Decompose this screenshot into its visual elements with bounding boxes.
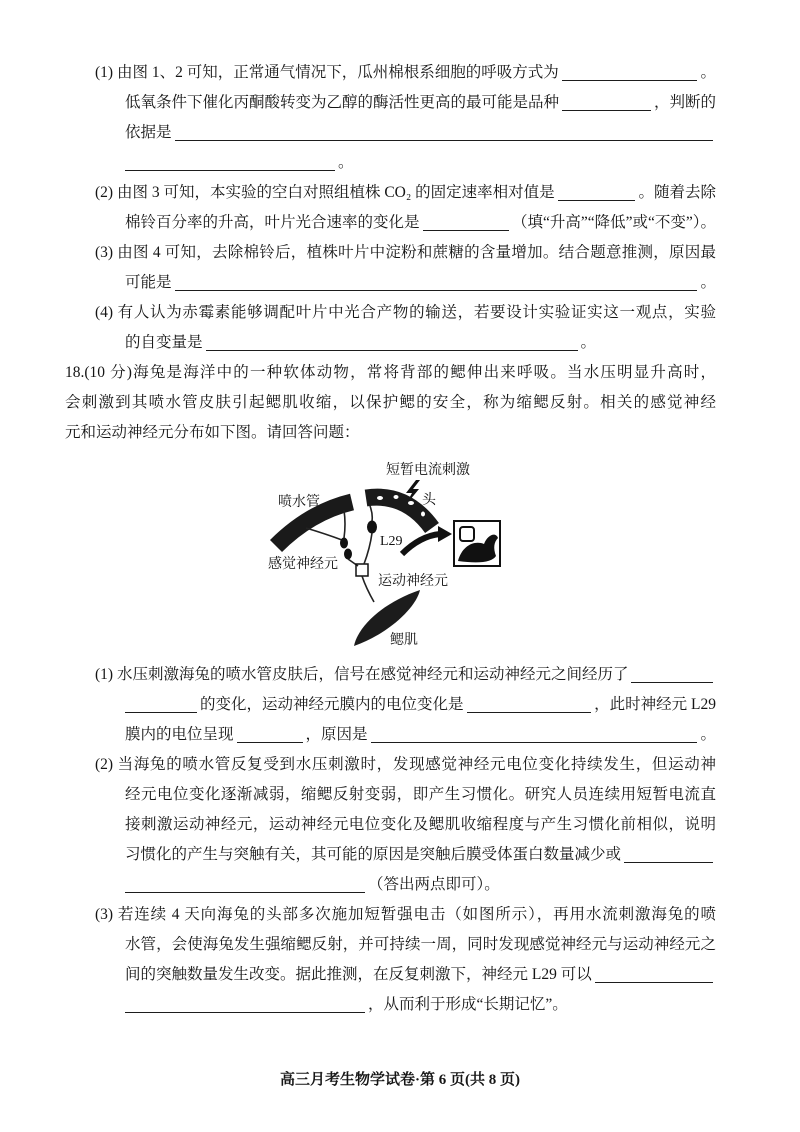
answer-blank [624,862,713,863]
answer-blank [175,290,698,291]
l29-neuron-body [367,521,377,534]
answer-blank [558,200,636,201]
question-text: 可能是 [125,274,172,291]
question-text: 的自变量是 [125,334,203,351]
sensory-neuron-label: 感觉神经元 [268,557,338,572]
question-text: (1) 水压刺激海兔的喷水管皮肤后，信号在感觉神经元和运动神经元之间经历了 [95,666,629,683]
l29-label: L29 [380,534,403,549]
q17-part1-line4 [125,148,716,178]
question-text: 。 [700,726,716,743]
answer-blank [237,742,303,743]
question-text: 。 [700,274,716,291]
q18-part1-line2 [125,690,716,720]
q18-part3-line1: (3) 若连续 4 天向海兔的头部多次施加短暂强电击（如图所示），再用水流刺激海兔的喷 [95,906,716,923]
skin-speck [421,512,425,517]
l29-nerve [370,506,372,521]
siphon-label: 喷水管 [278,495,320,510]
page-footer: 高三月考生物学试卷·第 6 页(共 8 页) [280,1072,520,1088]
exam-page-content [0,58,800,1020]
question-text: ，此时神经元 L29 [594,696,716,713]
question-text: 。 [700,64,716,81]
skin-speck [394,495,399,499]
q17-part1-line2 [125,88,716,118]
answer-blank [371,742,698,743]
q17-part1-line1 [95,58,716,88]
question-text: 膜内的电位呈现 [125,726,234,743]
skin-speck [408,501,414,505]
q18-part2-line5 [125,870,716,900]
question-text: 低氧条件下催化丙酮酸转变为乙醇的酶活性更高的最可能是品种 [125,94,560,111]
question-text: 习惯化的产生与突触有关，其可能的原因是突触后膜受体蛋白数量减少或 [125,846,622,863]
q17-part2-line1 [95,178,716,208]
q18-part3-line2: 水管，会使海兔发生强缩鳃反射，并可持续一周，同时发现感觉神经元与运动神经元之 [125,936,716,953]
q17-part3-line1: (3) 由图 4 可知，去除棉铃后，植株叶片中淀粉和蔗糖的含量增加。结合题意推测，原因最 [95,244,716,261]
sea-hare-gill-icon [460,527,474,541]
question-text: 棉铃百分率的升高，叶片光合速率的变化是 [125,214,420,231]
arrow-head-icon [438,526,452,542]
q18-figure [0,448,800,660]
stimulus-label: 短暂电流刺激 [386,463,470,478]
question-text: ，判断的 [653,94,716,111]
answer-blank [595,982,713,983]
question-text: 的变化，运动神经元膜内的电位变化是 [200,696,464,713]
gill-muscle-label: 鳃肌 [390,633,418,648]
answer-blank [175,140,713,141]
q17-part3-line2 [125,268,716,298]
q18-stem-line1: 18.(10 分)海兔是海洋中的一种软体动物，常将背部的鳃伸出来呼吸。当水压明显升高时， [65,364,716,381]
answer-blank [631,682,713,683]
q17-part1-line3 [125,118,716,148]
question-text: 。 [580,334,597,351]
question-text: (1) 由图 1、2 可知，正常通气情况下，瓜州棉根系细胞的呼吸方式为 [95,64,559,81]
q18-part1-line1 [95,660,716,690]
answer-blank [562,80,698,81]
head-label: 头 [422,493,436,508]
q18-part2-line2: 经元电位变化逐渐减弱，缩鳃反射变弱，即产生习惯化。研究人员连续用短暂电流直 [125,786,716,803]
sensory-nerve-branch [306,528,342,540]
answer-blank [125,170,335,171]
answer-blank [125,892,365,893]
q17-part4-line2 [125,328,716,358]
answer-blank [423,230,509,231]
question-text: 依据是 [125,124,172,141]
question-text: 间的突触数量发生改变。据此推测，在反复刺激下，神经元 L29 可以 [125,966,592,983]
q17-part4-line1: (4) 有人认为赤霉素能够调配叶片中光合产物的输送，若要设计实验证实这一观点，实验 [95,304,716,321]
sensory-neuron-body [344,549,352,560]
question-text: （填“升高”“降低”或“不变”）。 [511,214,716,231]
q17-part2-line2 [125,208,716,238]
q18-stem-line2: 会刺激到其喷水管皮肤引起鳃肌收缩，以保护鳃的安全，称为缩鳃反射。相关的感觉神经 [65,394,716,411]
question-text: ，原因是 [305,726,368,743]
q18-part2-line4 [125,840,716,870]
skin-speck [377,496,383,500]
q18-part3-line3 [125,960,716,990]
motor-neuron-label: 运动神经元 [378,574,448,589]
q18-part3-line4 [125,990,716,1020]
l29-axon [364,533,372,564]
question-text: 。 [338,154,354,171]
sensory-neuron-body [340,538,348,549]
question-text: （答出两点即可）。 [368,876,500,893]
motor-neuron-axon [362,576,374,602]
question-text: ，从而利于形成“长期记忆”。 [368,996,568,1013]
q18-part2-line3: 接刺激运动神经元，运动神经元电位变化及鳃肌收缩程度与产生习惯化前相似，说明 [125,816,716,833]
answer-blank [562,110,651,111]
answer-blank [125,1012,365,1013]
arrow-icon [402,534,440,554]
answer-blank [467,712,592,713]
sensory-nerve-branch [344,510,345,538]
question-text: 。随着去除 [638,184,716,201]
q18-stem-line3: 元和运动神经元分布如下图。请回答问题： [65,424,360,441]
answer-blank [206,350,578,351]
answer-blank [125,712,197,713]
q18-part1-line3 [125,720,716,750]
q18-part2-line1: (2) 当海兔的喷水管反复受到水压刺激时，发现感觉神经元电位变化持续发生，但运动神 [95,756,716,773]
question-text: (2) 由图 3 可知，本实验的空白对照组植株 CO₂ 的固定速率相对值是 [95,184,555,201]
aplysia-reflex-diagram [260,448,520,660]
